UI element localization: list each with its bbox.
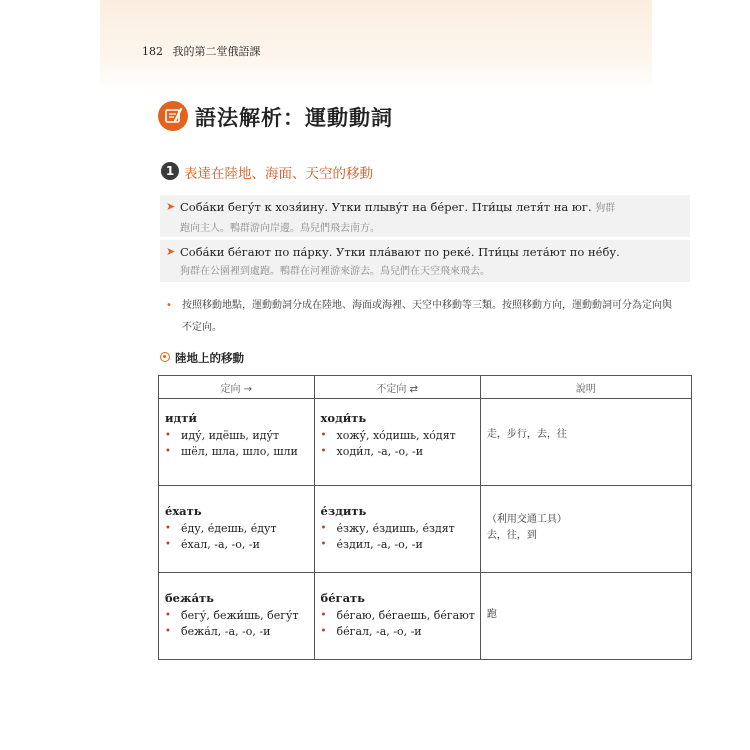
example-russian: Соба́ки бегу́т к хозя́ину. Утки плыву́т на бе́рег. Пти́цы летя́т на юг. — [180, 200, 592, 214]
example-chinese: 狗群在公園裡到處跑。鴨群在河裡游來游去。鳥兒們在天空飛來飛去。 — [180, 266, 490, 277]
page-number: 182 — [142, 45, 163, 58]
table-row — [159, 573, 692, 660]
verb-infinitive: е́хать — [165, 504, 202, 518]
table-header-row — [159, 376, 692, 399]
bullet-icon: • — [320, 609, 327, 621]
verb-form: • е́зжу, е́здишь, е́здят — [321, 521, 475, 538]
description-cell — [480, 486, 691, 573]
indeterminate-cell — [314, 399, 480, 486]
indeterminate-cell — [314, 486, 480, 573]
determinate-cell — [159, 573, 315, 660]
column-header-description: 說明 — [480, 376, 691, 399]
verb-form: • бе́гал, -а, -о, -и — [321, 624, 475, 641]
example-chinese-inline: 狗群 — [595, 203, 616, 214]
pencil-note-icon — [158, 101, 188, 131]
bullet-icon: • — [320, 429, 327, 441]
verb-form: • ходи́л, -а, -о, -и — [321, 444, 475, 461]
bullet-icon: • — [165, 539, 171, 550]
verb-form: • е́здил, -а, -о, -и — [321, 537, 475, 554]
book-title: 我的第二堂俄語課 — [172, 45, 261, 58]
section-title-text: 語法解析：運動動詞 — [195, 106, 393, 130]
bullet-icon: • — [320, 539, 327, 550]
verbs-table — [158, 375, 692, 660]
description-cell — [480, 399, 691, 486]
bullet-icon: • — [320, 626, 327, 637]
determinate-cell — [159, 399, 315, 486]
bullet-icon: • — [165, 626, 171, 637]
description-text: 跑 — [486, 609, 497, 620]
target-bullet-icon — [160, 352, 170, 362]
verb-infinitive: идти́ — [165, 411, 197, 425]
table-row — [159, 399, 692, 486]
bullet-icon: • — [165, 446, 171, 457]
indeterminate-cell — [314, 573, 480, 660]
arrow-icon: ➤ — [166, 200, 176, 213]
verb-form: • хожу́, хо́дишь, хо́дят — [321, 428, 475, 445]
verb-form: • шёл, шла, шло, шли — [165, 444, 309, 461]
subheading-number: 1 — [161, 162, 179, 180]
subsection-title: 陸地上的移動 — [175, 351, 244, 365]
bullet-icon: • — [165, 429, 171, 441]
bullet-icon: • — [165, 522, 171, 534]
grammar-note — [166, 295, 681, 339]
bullet-icon: • — [320, 446, 327, 457]
example-block — [160, 195, 690, 237]
verb-form: • е́ду, е́дешь, е́дут — [165, 521, 309, 538]
bullet-icon: • — [320, 522, 327, 534]
verb-form: • бежа́л, -а, -о, -и — [165, 624, 309, 641]
verb-form: • бегу́, бежи́шь, бегу́т — [165, 608, 309, 625]
description-text: （利用交通工具） — [486, 514, 567, 525]
running-header — [142, 43, 261, 59]
column-header-indeterminate: 不定向 ⇄ — [314, 376, 480, 399]
table-row — [159, 486, 692, 573]
verb-form: • бе́гаю, бе́гаешь, бе́гают — [321, 608, 475, 625]
determinate-cell — [159, 486, 315, 573]
verb-form: • е́хал, -а, -о, -и — [165, 537, 309, 554]
verb-infinitive: бе́гать — [320, 591, 365, 605]
verb-infinitive: бежа́ть — [165, 591, 214, 605]
bullet-icon: • — [165, 609, 171, 621]
description-cell — [480, 573, 691, 660]
example-russian: Соба́ки бе́гают по па́рку. Утки пла́вают по реке́. Пти́цы лета́ют по не́бу. — [180, 245, 620, 259]
verb-form: • иду́, идёшь, иду́т — [165, 428, 309, 445]
bullet-dot-icon: • — [166, 300, 172, 311]
example-block — [160, 240, 690, 282]
grammar-note-text: 按照移動地點，運動動詞分成在陸地、海面或海裡、天空中移動等三類。按照移動方向，運動動詞可分為定向與不定向。 — [182, 300, 672, 333]
description-text: 走，步行，去，往 — [486, 429, 567, 440]
description-text: 去，往，到 — [486, 530, 537, 541]
subheading-title: 表達在陸地、海面、天空的移動 — [184, 166, 373, 182]
arrow-icon: ➤ — [166, 245, 176, 258]
book-page — [100, 0, 672, 750]
verb-infinitive: ходи́ть — [320, 411, 367, 425]
column-header-determinate: 定向 → — [159, 376, 315, 399]
example-chinese: 跑向主人。鴨群游向岸邊。鳥兒們飛去南方。 — [180, 223, 380, 234]
verb-infinitive: е́здить — [320, 504, 367, 518]
